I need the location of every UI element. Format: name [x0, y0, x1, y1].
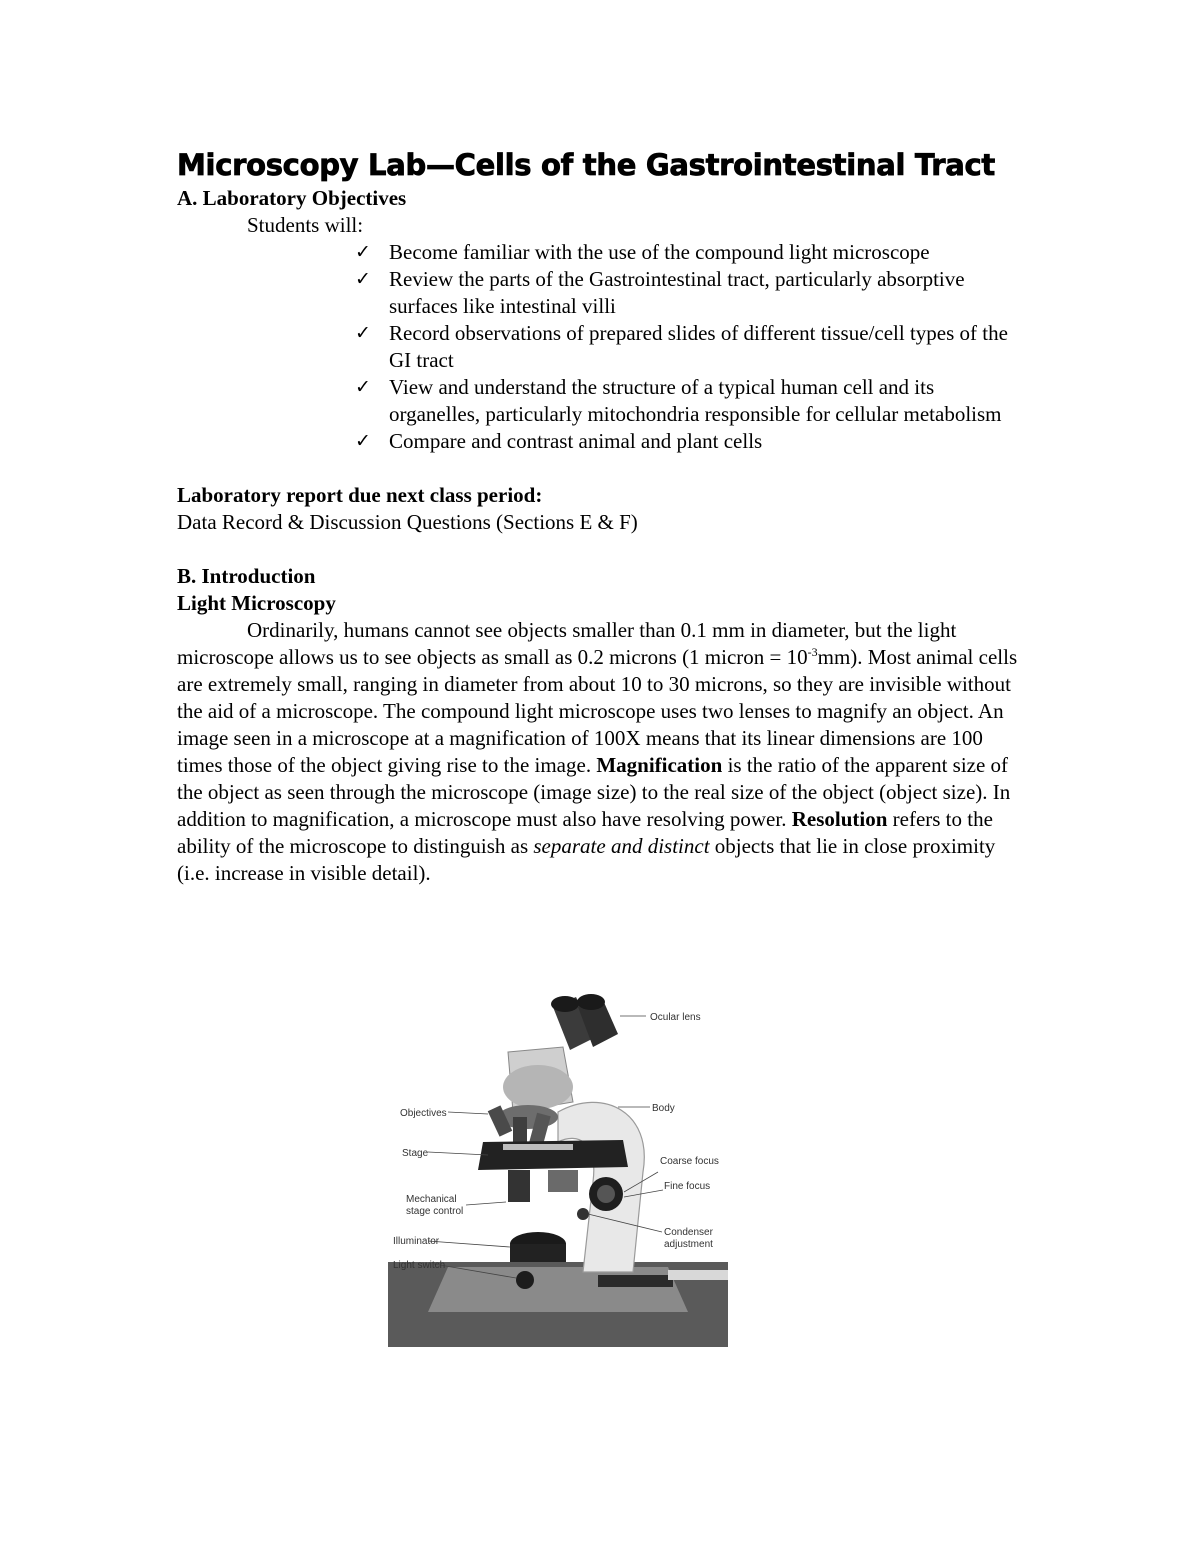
eyepiece-top-right — [577, 994, 605, 1010]
objective-text: Review the parts of the Gastrointestinal tract, particularly absorptive surfaces like intestinal villi — [389, 267, 965, 318]
report-text: Data Record & Discussion Questions (Sections E & F) — [177, 510, 638, 534]
label-stage: Stage — [402, 1148, 429, 1159]
label-light-switch: Light switch — [393, 1260, 446, 1271]
label-body: Body — [652, 1103, 675, 1114]
label-objectives: Objectives — [400, 1108, 447, 1119]
label-stage-control: stage control — [406, 1206, 464, 1217]
base-top — [428, 1267, 688, 1312]
list-item — [355, 239, 1025, 266]
checkmark-icon: ✓ — [355, 268, 371, 290]
label-coarse-focus: Coarse focus — [660, 1156, 719, 1167]
label-adjustment: adjustment — [664, 1239, 713, 1250]
report-heading: Laboratory report due next class period: — [177, 483, 543, 507]
checkmark-icon: ✓ — [355, 376, 371, 398]
objective-text: Record observations of prepared slides of different tissue/cell types of the GI tract — [389, 321, 1008, 372]
base-slot — [598, 1275, 673, 1287]
checkmark-icon: ✓ — [355, 322, 371, 344]
section-b-subheading: Light Microscopy — [177, 591, 336, 615]
condenser — [548, 1170, 578, 1192]
section-a-heading: A. Laboratory Objectives — [177, 186, 407, 210]
label-ocular-lens: Ocular lens — [650, 1012, 701, 1023]
microscope-figure — [388, 992, 728, 1347]
objectives-list — [177, 239, 1025, 455]
document-page — [177, 146, 1027, 887]
head-body — [503, 1065, 573, 1109]
section-b-heading: B. Introduction — [177, 564, 316, 588]
condenser-knob — [577, 1208, 589, 1220]
document-title: Microscopy Lab—Cells of the Gastrointestinal Tract — [177, 148, 995, 182]
microscope-illustration — [388, 992, 728, 1347]
list-item — [355, 374, 1025, 428]
power-cord — [668, 1270, 728, 1280]
objective-text: Become familiar with the use of the compound light microscope — [389, 240, 930, 264]
label-fine-focus: Fine focus — [664, 1181, 711, 1192]
objectives-intro: Students will: — [247, 213, 364, 237]
illuminator-base — [510, 1244, 566, 1262]
objective-text: View and understand the structure of a typical human cell and its organelles, particularly mitochondria responsible for cellular metabolism — [389, 375, 1002, 426]
checkmark-icon: ✓ — [355, 241, 371, 263]
fine-focus-knob — [597, 1185, 615, 1203]
objective-text: Compare and contrast animal and plant cells — [389, 429, 763, 453]
checkmark-icon: ✓ — [355, 430, 371, 452]
mechanical-stage-control — [508, 1170, 530, 1202]
label-illuminator: Illuminator — [393, 1236, 440, 1247]
list-item — [355, 320, 1025, 374]
list-item — [355, 266, 1025, 320]
label-condenser: Condenser — [664, 1227, 713, 1238]
intro-paragraph: Ordinarily, humans cannot see objects smaller than 0.1 mm in diameter, but the light microscope allows us to see objects as small as 0.2 microns (1 micron = $10^{-3}mm$). Most animal cells are extremely small, ranging in diameter from about 10 to 30 microns, so they are invisible without the aid of a microscope. The compound light microscope uses two lenses to magnify an object. An image seen in a microscope at a magnification of 100X means that its linear dimensions are 100 times those of the object giving rise to the image. Magnification is the ratio of the apparent size of the object as seen through the microscope (image size) to the real size of the object (object size). In addition to magnification, a microscope must also have resolving power. Resolution refers to the ability of the microscope to distinguish as separate and distinct objects that lie in close proximity (i.e. increase in visible detail). — [177, 618, 1018, 885]
eyepiece-top-left — [551, 996, 579, 1012]
label-mechanical: Mechanical — [406, 1194, 457, 1205]
light-switch — [516, 1271, 534, 1289]
slide — [503, 1144, 573, 1150]
list-item — [355, 428, 1025, 455]
